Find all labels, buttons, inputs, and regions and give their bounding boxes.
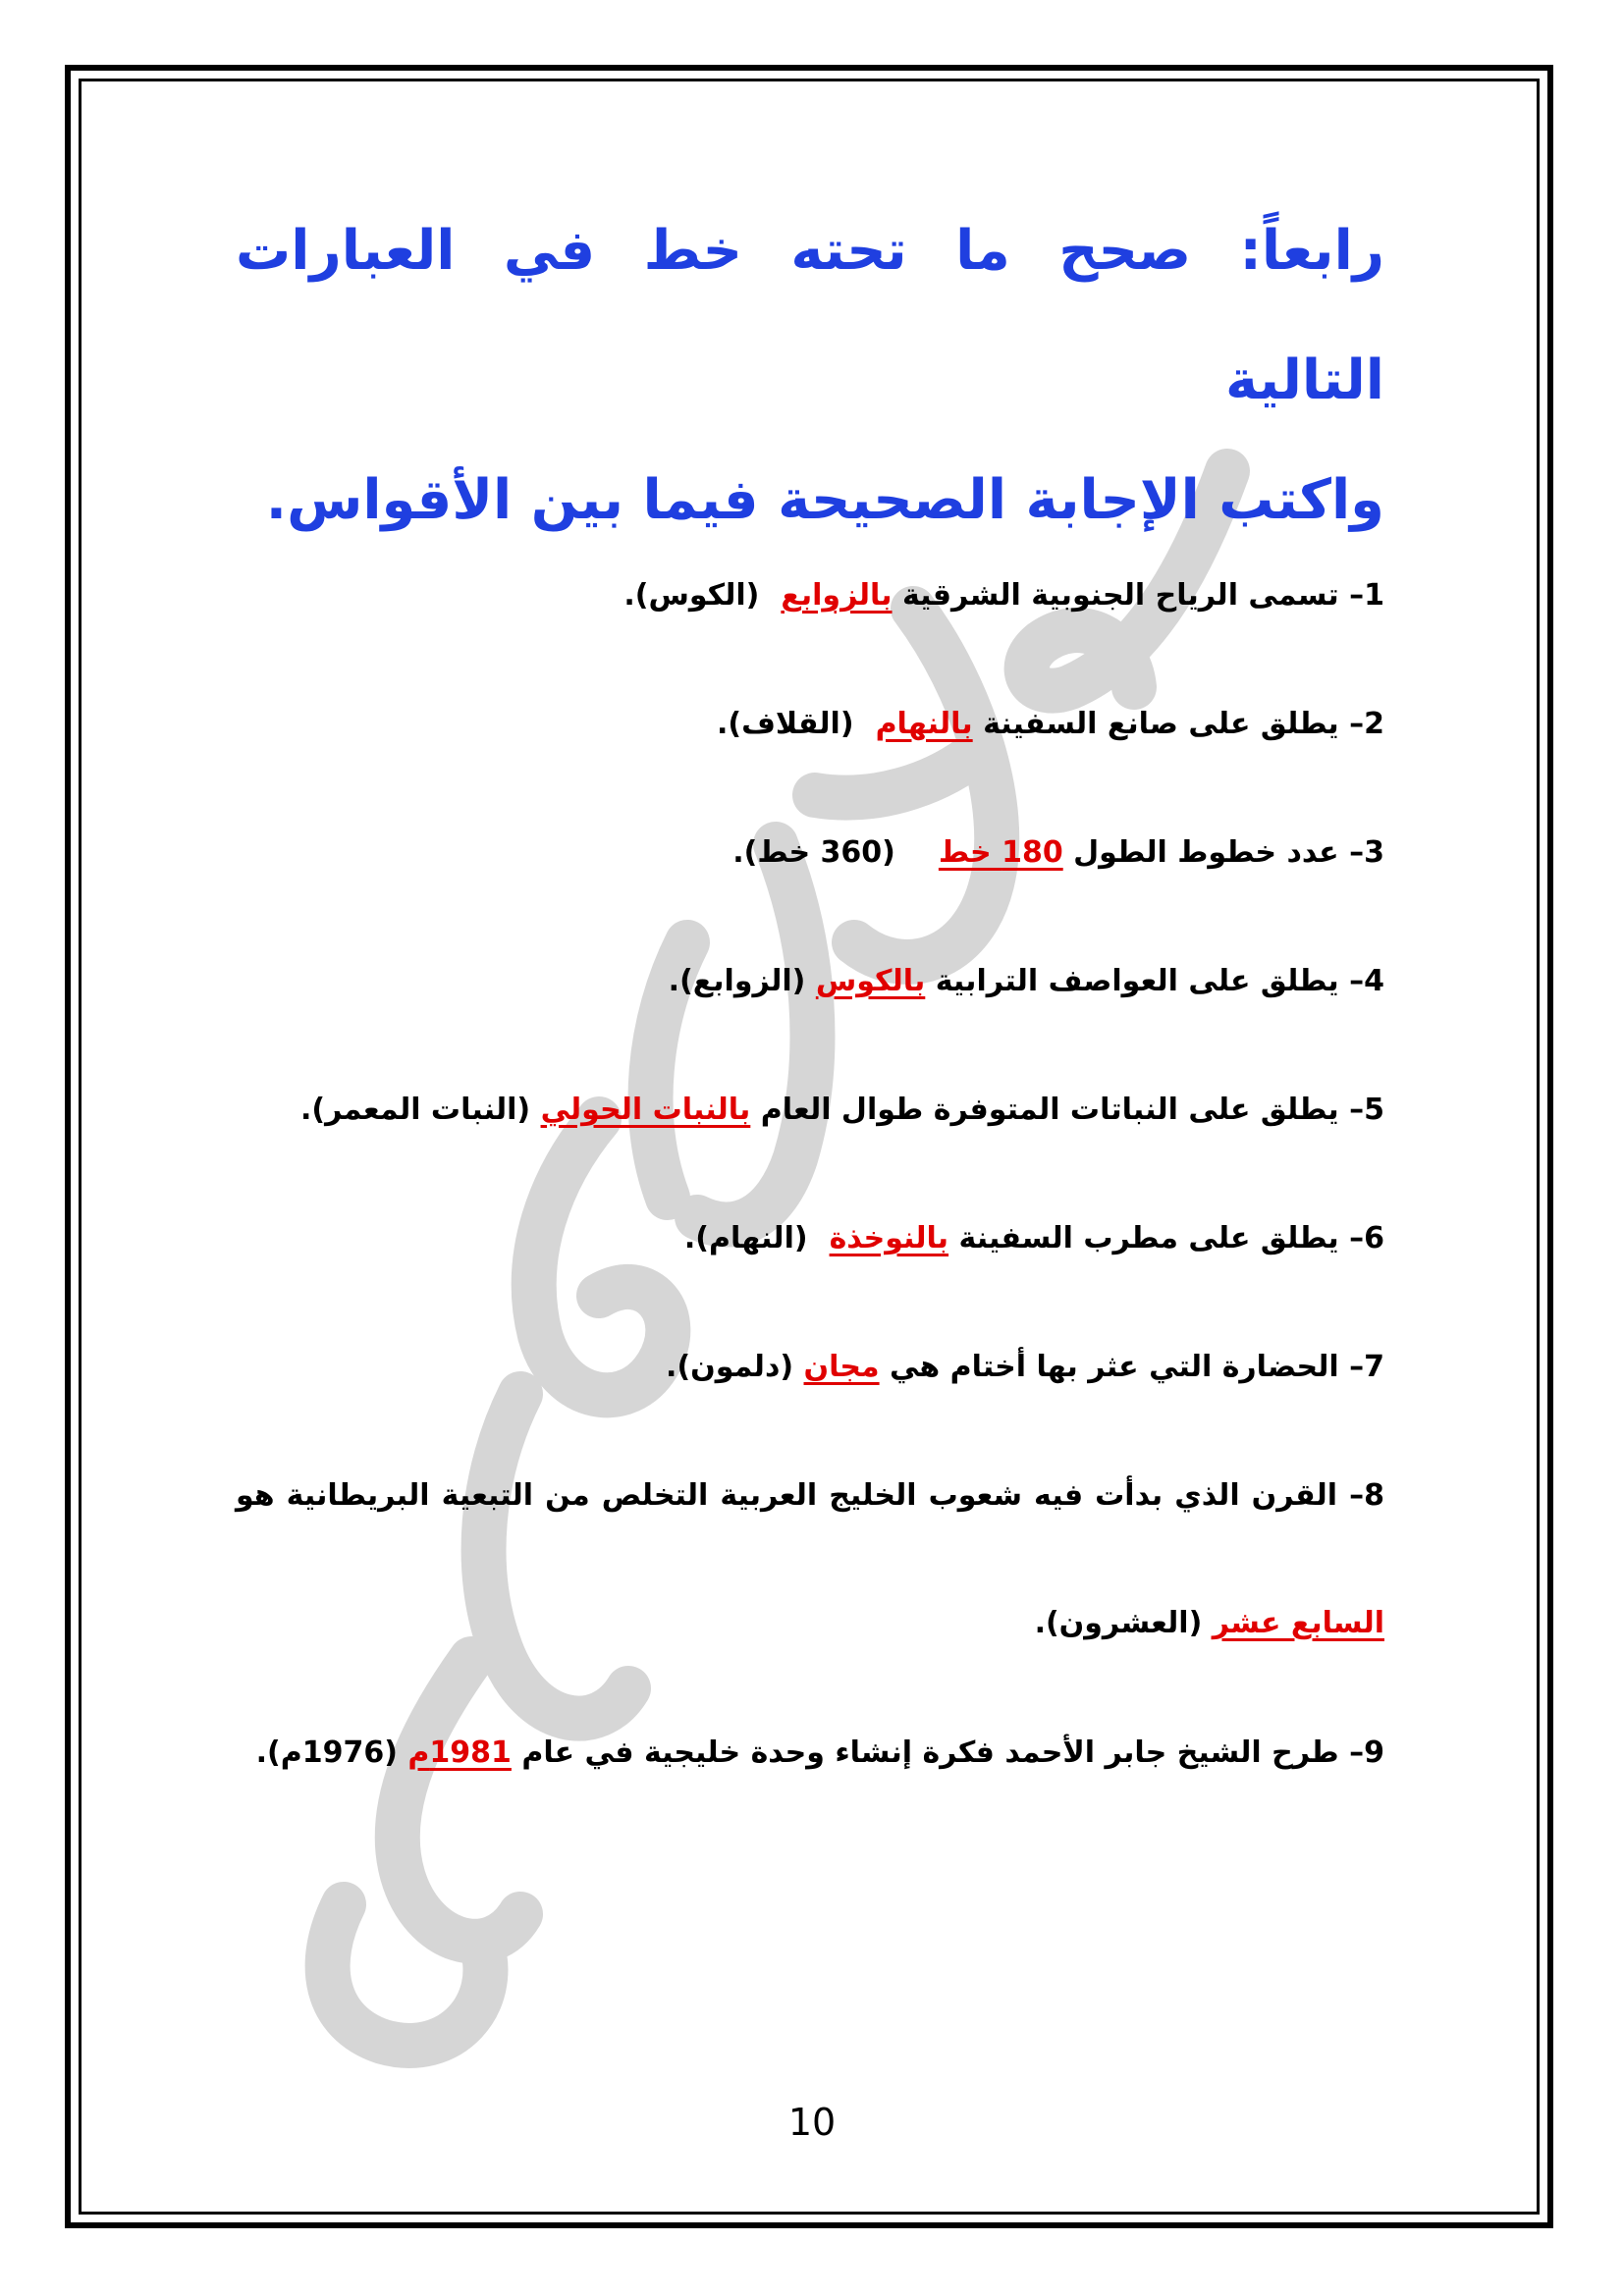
item-text: – القرن الذي بدأت فيه شعوب الخليج العربية التخلص من التبعية البريطانية هو <box>236 1478 1365 1513</box>
correction-in-brackets: (النبات المعمر). <box>300 1093 531 1127</box>
question-item-7 <box>236 1343 1384 1392</box>
question-item-3 <box>236 828 1384 878</box>
item-text: – يطلق على العواصف الترابية <box>925 964 1365 998</box>
question-list <box>236 571 1384 1817</box>
correction-in-brackets: (دلمون). <box>666 1350 794 1384</box>
item-number: 3 <box>1364 835 1384 870</box>
question-item-9 <box>236 1689 1384 1817</box>
section-heading-line-2: واكتب الإجابة الصحيحة فيما بين الأقواس. <box>265 468 1384 532</box>
item-text: – تسمى الرياح الجنوبية الشرقية <box>892 578 1365 613</box>
item-number: 9 <box>1364 1735 1384 1770</box>
worksheet-content <box>236 187 1384 1858</box>
underlined-wrong-term: بالزوابع <box>781 578 893 613</box>
underlined-wrong-term: 1981م <box>407 1735 512 1770</box>
correction-in-brackets: (الزوابع). <box>668 964 806 998</box>
question-item-4 <box>236 957 1384 1006</box>
question-item-8 <box>236 1432 1384 1687</box>
item-number: 6 <box>1364 1221 1384 1255</box>
question-item-6 <box>236 1214 1384 1263</box>
item-number: 4 <box>1364 964 1384 998</box>
item-number: 1 <box>1364 578 1384 613</box>
item-text: – يطلق على مطرب السفينة <box>948 1221 1365 1255</box>
question-item-5 <box>236 1086 1384 1135</box>
page-number: 10 <box>787 2101 837 2144</box>
item-number: 5 <box>1364 1093 1384 1127</box>
correction-in-brackets: (النهام). <box>683 1221 808 1255</box>
underlined-wrong-term: بالنوخذة <box>829 1221 949 1255</box>
item-number: 2 <box>1364 707 1384 741</box>
underlined-wrong-term: مجان <box>803 1350 880 1384</box>
item-text: – يطلق على صانع السفينة <box>972 707 1365 741</box>
underlined-wrong-term: بالنهام <box>875 707 973 741</box>
underlined-wrong-term: 180 خط <box>938 835 1063 870</box>
item-text: – طرح الشيخ جابر الأحمد فكرة إنشاء وحدة خليجية في عام <box>511 1735 1365 1770</box>
underlined-wrong-term: السابع عشر <box>1212 1606 1384 1640</box>
question-item-1 <box>236 571 1384 620</box>
underlined-wrong-term: بالكوس <box>815 964 926 998</box>
correction-in-brackets: (1976م). <box>255 1735 398 1770</box>
item-number: 8 <box>1364 1478 1384 1513</box>
item-text: – يطلق على النباتات المتوفرة طوال العام <box>750 1093 1365 1127</box>
item-text: – الحضارة التي عثر بها أختام هي <box>879 1350 1365 1384</box>
correction-in-brackets: (360 خط). <box>732 835 895 870</box>
correction-in-brackets: (العشرون). <box>1034 1606 1203 1640</box>
item-text: – عدد خطوط الطول <box>1062 835 1365 870</box>
correction-in-brackets: (الكوس). <box>623 578 760 613</box>
correction-in-brackets: (القلاف). <box>716 707 854 741</box>
underlined-wrong-term: بالنبات الحولي <box>540 1093 751 1127</box>
question-item-2 <box>236 700 1384 749</box>
item-number: 7 <box>1364 1350 1384 1384</box>
section-heading-line-1: رابعاً: صحح ما تحته خط في العبارات التالية <box>236 219 1384 412</box>
